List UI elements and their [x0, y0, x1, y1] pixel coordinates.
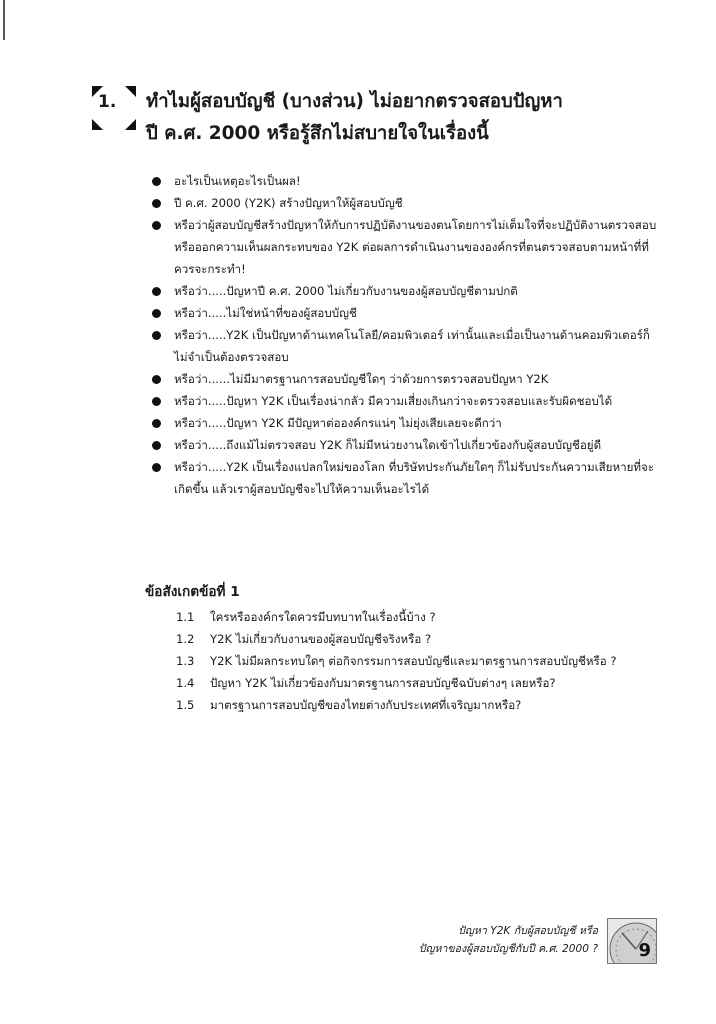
observation-item [176, 650, 656, 672]
footer-line-1: ปัญหา Y2K กับผู้สอบบัญชี หรือ [458, 925, 598, 937]
bullet-item: หรือว่า.....ถึงแม้ไม่ตรวจสอบ Y2K ก็ไม่มีหน่วยงานใดเข้าไปเกี่ยวข้องกับผู้สอบบัญชีอยู่ดี [150, 434, 660, 456]
observation-text: ใครหรือองค์กรใดควรมีบทบาทในเรื่องนี้บ้าง ? [210, 610, 436, 624]
bullet-item: หรือว่า.....Y2K เป็นปัญหาด้านเทคโนโลยี/คอมพิวเตอร์ เท่านั้นและเมื่อเป็นงานด้านคอมพิวเตอร์ก็ไม่จำเป็นต้องตรวจสอบ [150, 324, 660, 368]
corner-bracket-icon [92, 119, 103, 130]
bullet-item: ปี ค.ศ. 2000 (Y2K) สร้างปัญหาให้ผู้สอบบัญชี [150, 192, 660, 214]
bullet-item: หรือว่า.....ปัญหา Y2K มีปัญหาต่อองค์กรแน่ๆ ไม่ยุ่งเสียเลยจะดีกว่า [150, 412, 660, 434]
observation-text: มาตรฐานการสอบบัญชีของไทยต่างกับประเทศที่เจริญมากหรือ? [210, 698, 522, 712]
corner-bracket-icon [125, 86, 136, 97]
observation-number: 1.5 [176, 698, 195, 712]
bullet-list [150, 170, 660, 500]
observation-number: 1.2 [176, 632, 195, 646]
observation-number: 1.1 [176, 610, 195, 624]
observation-text: ปัญหา Y2K ไม่เกี่ยวข้องกับมาตรฐานการสอบบัญชีฉบับต่างๆ เลยหรือ? [210, 676, 556, 690]
section-title-line-1: ทำไมผู้สอบบัญชี (บางส่วน) ไม่อยากตรวจสอบปัญหา [146, 91, 563, 112]
corner-bracket-icon [125, 119, 136, 130]
section-number-box [92, 86, 136, 130]
running-footer [419, 922, 598, 958]
observation-item [176, 672, 656, 694]
observations-title: ข้อสังเกตข้อที่ 1 [145, 584, 240, 600]
bullet-item: อะไรเป็นเหตุอะไรเป็นผล! [150, 170, 660, 192]
observation-item [176, 606, 656, 628]
observations-list [176, 606, 656, 716]
observation-item [176, 694, 656, 716]
bullet-item: หรือว่า......ไม่มีมาตรฐานการสอบบัญชีใดๆ ว่าด้วยการตรวจสอบปัญหา Y2K [150, 368, 660, 390]
page-edge-mark [3, 0, 5, 40]
observation-number: 1.4 [176, 676, 195, 690]
bullet-item: หรือว่า.....ปัญหาปี ค.ศ. 2000 ไม่เกี่ยวกับงานของผู้สอบบัญชีตามปกติ [150, 280, 660, 302]
section-title-line-2: ปี ค.ศ. 2000 หรือรู้สึกไม่สบายใจในเรื่องนี้ [146, 123, 489, 144]
observation-number: 1.3 [176, 654, 195, 668]
footer-line-2: ปัญหาของผู้สอบบัญชีกับปี ค.ศ. 2000 ? [418, 943, 598, 955]
bullet-item: หรือว่าผู้สอบบัญชีสร้างปัญหาให้กับการปฏิบัติงานของตนโดยการไม่เต็มใจที่จะปฏิบัติงานตรวจสอบ หรือออกความเห็นผลกระทบของ Y2K ต่อผลการดำเนินงานขององค์กรที่ตนตรวจสอบตามหน้าที่ที่ควรจะกระทำ! [150, 214, 660, 280]
bullet-item: หรือว่า.....ไม่ใช่หน้าที่ของผู้สอบบัญชี [150, 302, 660, 324]
page-number-badge [607, 918, 657, 964]
section-number: 1. [98, 92, 117, 112]
bullet-item: หรือว่า.....ปัญหา Y2K เป็นเรื่องน่ากลัว มีความเสี่ยงเกินกว่าจะตรวจสอบและรับผิดชอบได้ [150, 390, 660, 412]
observation-text: Y2K ไม่มีผลกระทบใดๆ ต่อกิจกรรมการสอบบัญชีและมาตรฐานการสอบบัญชีหรือ ? [210, 654, 617, 668]
observation-item [176, 628, 656, 650]
page-number: 9 [638, 940, 651, 961]
observation-text: Y2K ไม่เกี่ยวกับงานของผู้สอบบัญชีจริงหรือ ? [210, 632, 432, 646]
bullet-item: หรือว่า.....Y2K เป็นเรื่องแปลกใหม่ของโลก ที่บริษัทประกันภัยใดๆ ก็ไม่รับประกันความเสียหายที่จะเกิดขึ้น แล้วเราผู้สอบบัญชีจะไปให้ความเห็นอะไรได้ [150, 456, 660, 500]
section-title [146, 86, 563, 150]
